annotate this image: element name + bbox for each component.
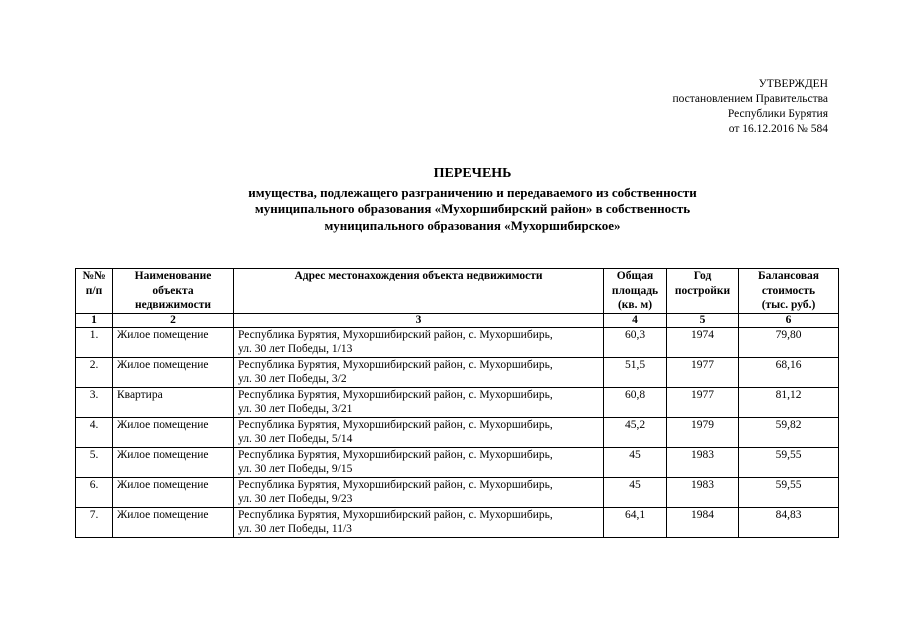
header-num: №№ п/п — [76, 269, 113, 314]
balance-cost: 84,83 — [739, 507, 839, 537]
column-number: 3 — [234, 313, 604, 327]
object-name: Жилое помещение — [113, 327, 234, 357]
object-area: 64,1 — [604, 507, 667, 537]
balance-cost: 81,12 — [739, 387, 839, 417]
row-number: 1. — [76, 327, 113, 357]
row-number: 2. — [76, 357, 113, 387]
property-table — [75, 268, 839, 538]
construction-year: 1983 — [667, 477, 739, 507]
table-row — [76, 327, 839, 357]
construction-year: 1977 — [667, 387, 739, 417]
approval-date-number: от 16.12.2016 № 584 — [728, 123, 828, 135]
approval-republic: Республики Бурятия — [727, 108, 828, 120]
object-name: Жилое помещение — [113, 357, 234, 387]
table-row — [76, 507, 839, 537]
column-number: 4 — [604, 313, 667, 327]
row-number: 4. — [76, 417, 113, 447]
object-address: Республика Бурятия, Мухоршибирский район, с. Мухоршибирь, ул. 30 лет Победы, 1/13 — [234, 327, 604, 357]
construction-year: 1983 — [667, 447, 739, 477]
object-name: Квартира — [113, 387, 234, 417]
table-header-row — [76, 269, 839, 314]
column-number: 1 — [76, 313, 113, 327]
balance-cost: 68,16 — [739, 357, 839, 387]
construction-year: 1977 — [667, 357, 739, 387]
column-number: 5 — [667, 313, 739, 327]
object-area: 45 — [604, 447, 667, 477]
balance-cost: 79,80 — [739, 327, 839, 357]
document-subtitle-line-2: муниципального образования «Мухоршибирский район» в собственность — [254, 201, 691, 216]
document-heading — [0, 166, 905, 234]
object-address: Республика Бурятия, Мухоршибирский район, с. Мухоршибирь, ул. 30 лет Победы, 3/2 — [234, 357, 604, 387]
object-name: Жилое помещение — [113, 507, 234, 537]
object-name: Жилое помещение — [113, 477, 234, 507]
construction-year: 1984 — [667, 507, 739, 537]
construction-year: 1974 — [667, 327, 739, 357]
header-cost: Балансовая стоимость (тыс. руб.) — [739, 269, 839, 314]
object-address: Республика Бурятия, Мухоршибирский район, с. Мухоршибирь, ул. 30 лет Победы, 3/21 — [234, 387, 604, 417]
construction-year: 1979 — [667, 417, 739, 447]
approval-stamp — [672, 77, 828, 137]
object-address: Республика Бурятия, Мухоршибирский район, с. Мухоршибирь, ул. 30 лет Победы, 11/3 — [234, 507, 604, 537]
column-number: 2 — [113, 313, 234, 327]
table-row — [76, 417, 839, 447]
object-area: 60,3 — [604, 327, 667, 357]
header-name: Наименование объекта недвижимости — [113, 269, 234, 314]
document-subtitle-line-1: имущества, подлежащего разграничению и передаваемого из собственности — [248, 184, 697, 200]
header-year: Год постройки — [667, 269, 739, 314]
row-number: 6. — [76, 477, 113, 507]
column-number-row — [76, 313, 839, 327]
balance-cost: 59,55 — [739, 447, 839, 477]
table-row — [76, 477, 839, 507]
row-number: 3. — [76, 387, 113, 417]
object-address: Республика Бурятия, Мухоршибирский район, с. Мухоршибирь, ул. 30 лет Победы, 9/23 — [234, 477, 604, 507]
object-name: Жилое помещение — [113, 447, 234, 477]
table-row — [76, 387, 839, 417]
object-area: 45 — [604, 477, 667, 507]
document-subtitle-line-3: муниципального образования «Мухоршибирское» — [324, 217, 621, 233]
object-area: 45,2 — [604, 417, 667, 447]
object-address: Республика Бурятия, Мухоршибирский район, с. Мухоршибирь, ул. 30 лет Победы, 9/15 — [234, 447, 604, 477]
header-area: Общая площадь (кв. м) — [604, 269, 667, 314]
object-address: Республика Бурятия, Мухоршибирский район, с. Мухоршибирь, ул. 30 лет Победы, 5/14 — [234, 417, 604, 447]
balance-cost: 59,82 — [739, 417, 839, 447]
object-name: Жилое помещение — [113, 417, 234, 447]
header-address: Адрес местонахождения объекта недвижимости — [234, 269, 604, 314]
table-row — [76, 357, 839, 387]
object-area: 60,8 — [604, 387, 667, 417]
approval-title: УТВЕРЖДЕН — [758, 78, 828, 90]
approval-resolution: постановлением Правительства — [672, 93, 828, 105]
column-number: 6 — [739, 313, 839, 327]
object-area: 51,5 — [604, 357, 667, 387]
row-number: 5. — [76, 447, 113, 477]
document-title: ПЕРЕЧЕНЬ — [433, 166, 512, 181]
row-number: 7. — [76, 507, 113, 537]
table-row — [76, 447, 839, 477]
balance-cost: 59,55 — [739, 477, 839, 507]
